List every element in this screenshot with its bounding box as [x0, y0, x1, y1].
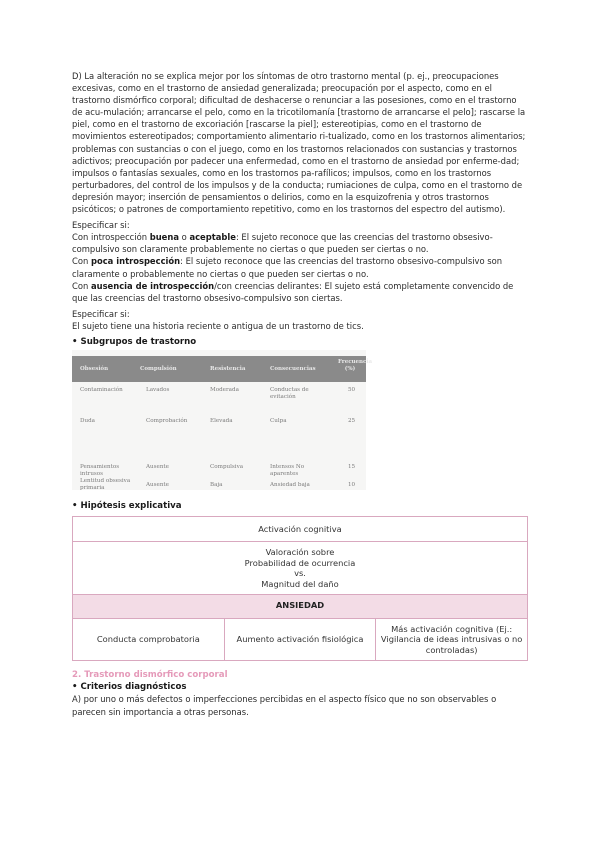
more-cognitive-activation-cell: Más activación cognitiva (Ej.: Vigilancia de ideas intrusivas o no controladas)	[376, 618, 528, 661]
anxiety-cell: ANSIEDAD	[73, 595, 528, 619]
tic-history-text: El sujeto tiene una historia reciente o antigua de un trastorno de tics.	[72, 320, 364, 331]
criteria-heading: • Criterios diagnósticos	[72, 681, 528, 693]
table-row	[73, 542, 528, 595]
table-cell: 50	[348, 386, 356, 393]
col-consecuencias: Consecuencias	[270, 365, 316, 372]
table-cell: 25	[348, 417, 356, 424]
table-cell: Ausente	[146, 463, 169, 470]
table-cell: Duda	[80, 417, 96, 424]
subgroups-table-header	[72, 356, 373, 382]
table-cell: Intensos No aparentes	[270, 463, 305, 477]
col-frecuencia: Frecuencia (%)	[338, 358, 373, 372]
hypothesis-table	[72, 516, 528, 662]
table-cell: Lavados	[146, 386, 170, 393]
table-row	[73, 595, 528, 619]
col-compulsion: Compulsión	[140, 365, 177, 372]
table-cell: Comprobación	[146, 417, 188, 424]
table-cell: Conductas de evitación	[270, 386, 309, 400]
table-cell: Moderada	[210, 386, 239, 393]
table-cell: 15	[348, 463, 356, 470]
appraisal-line: Magnitud del daño	[261, 578, 339, 589]
table-row	[73, 618, 528, 661]
specifier-good-rest: : El sujeto reconoce que las creencias del trastorno obsesivo-compulsivo son claramente probablemente no ciertas o que pueden ser ciertas o no.	[72, 232, 493, 255]
specifier-poor-prefix: Con	[72, 256, 91, 267]
physiological-activation-cell: Aumento activación fisiológica	[224, 618, 376, 661]
good-keyword: buena	[149, 232, 179, 243]
appraisal-line: vs.	[294, 568, 306, 579]
specifier-absent-rest: /con creencias delirantes: El sujeto está completamente convencido de que las creencias del trastorno obsesivo-compulsivo son ciertas.	[72, 280, 514, 303]
table-cell: Culpa	[270, 417, 287, 424]
subgroups-table-image	[72, 350, 373, 491]
table-cell: Ansiedad baja	[270, 481, 310, 488]
col-resistencia: Resistencia	[210, 365, 246, 372]
criterion-d-paragraph: D) La alteración no se explica mejor por los síntomas de otro trastorno mental (p. ej., preocupaciones excesivas, como en el trastorno de ansiedad generalizada; preocupación por el aspecto, como en el trastorno dismórfico corporal; dificultad de deshacerse o renunciar a las posesiones, como en el trastorno de acu-mulación; arrancarse el pelo, como en la tricotilomanía [trastorno de arrancarse el pelo]; rascarse la piel, como en el trastorno de excoriación [rascarse la piel]; estereotipias, como en el trastorno de movimientos estereotipados; comportamiento alimentario ri-tualizado, como en los trastornos alimentarios; problemas con sustancias o con el juego, como en los trastornos relacionados con sustancias y trastornos adictivos; preocupación por padecer una enfermedad, como en el trastorno de ansiedad por enferme-dad; impulsos o fantasías sexuales, como en los trastornos pa-rafílicos; impulsos, como en los trastornos perturbadores, del control de los impulsos y de la conducta; rumiaciones de culpa, como en el trastorno de depresión mayor; inserción de pensamientos o delirios, como en la esquizofrenia y otros trastornos psicóticos; o patrones de comportamiento repetitivo, como en los trastornos del espectro del autismo).	[72, 71, 526, 215]
table-cell: Pensamientos intrusos	[80, 463, 120, 477]
col-obsesion: Obsesión	[80, 365, 109, 372]
criterion-a-paragraph: A) por uno o más defectos o imperfecciones percibidas en el aspecto físico que no son observables o parecen sin importancia a otras personas.	[72, 694, 497, 717]
table-cell: Lentitud obsesiva primaria	[80, 477, 131, 491]
specifier-good-prefix: Con introspección	[72, 232, 150, 243]
specifier-poor-insight	[72, 255, 528, 279]
specifier-good-mid: o	[178, 232, 190, 243]
subgroups-heading: • Subgrupos de trastorno	[72, 336, 528, 348]
specifier-label: Especificar si:	[72, 220, 130, 231]
appraisal-line: Valoración sobre	[265, 547, 335, 558]
table-cell: Ausente	[146, 481, 169, 488]
specifier2-label: Especificar si:	[72, 308, 130, 319]
document-page	[72, 70, 528, 718]
specifier-absent-insight	[72, 280, 528, 304]
cognitive-activation-cell: Activación cognitiva	[73, 516, 528, 542]
appraisal-cell	[73, 542, 528, 595]
specifier-absent-prefix: Con	[72, 280, 91, 291]
table-cell: 10	[348, 481, 356, 488]
table-cell: Baja	[210, 481, 223, 488]
specifier-poor-rest: : El sujeto reconoce que las creencias del trastorno obsesivo-compulsivo son claramente o probablemente no ciertas o que pueden ser ciertas o no.	[72, 256, 503, 279]
absent-insight-keyword: ausencia de introspección	[90, 280, 215, 291]
checking-behavior-cell: Conducta comprobatoria	[73, 618, 225, 661]
table-cell: Contaminación	[80, 386, 123, 393]
specifier-good-insight	[72, 231, 528, 255]
acceptable-keyword: aceptable	[189, 232, 236, 243]
table-row	[73, 516, 528, 542]
appraisal-line: Probabilidad de ocurrencia	[244, 557, 356, 568]
table-cell: Compulsiva	[210, 463, 244, 470]
table-cell: Elevada	[210, 417, 233, 424]
section2-title: 2. Trastorno dismórfico corporal	[72, 670, 228, 681]
hypothesis-heading: • Hipótesis explicativa	[72, 500, 528, 512]
poor-insight-keyword: poca introspección	[90, 256, 181, 267]
